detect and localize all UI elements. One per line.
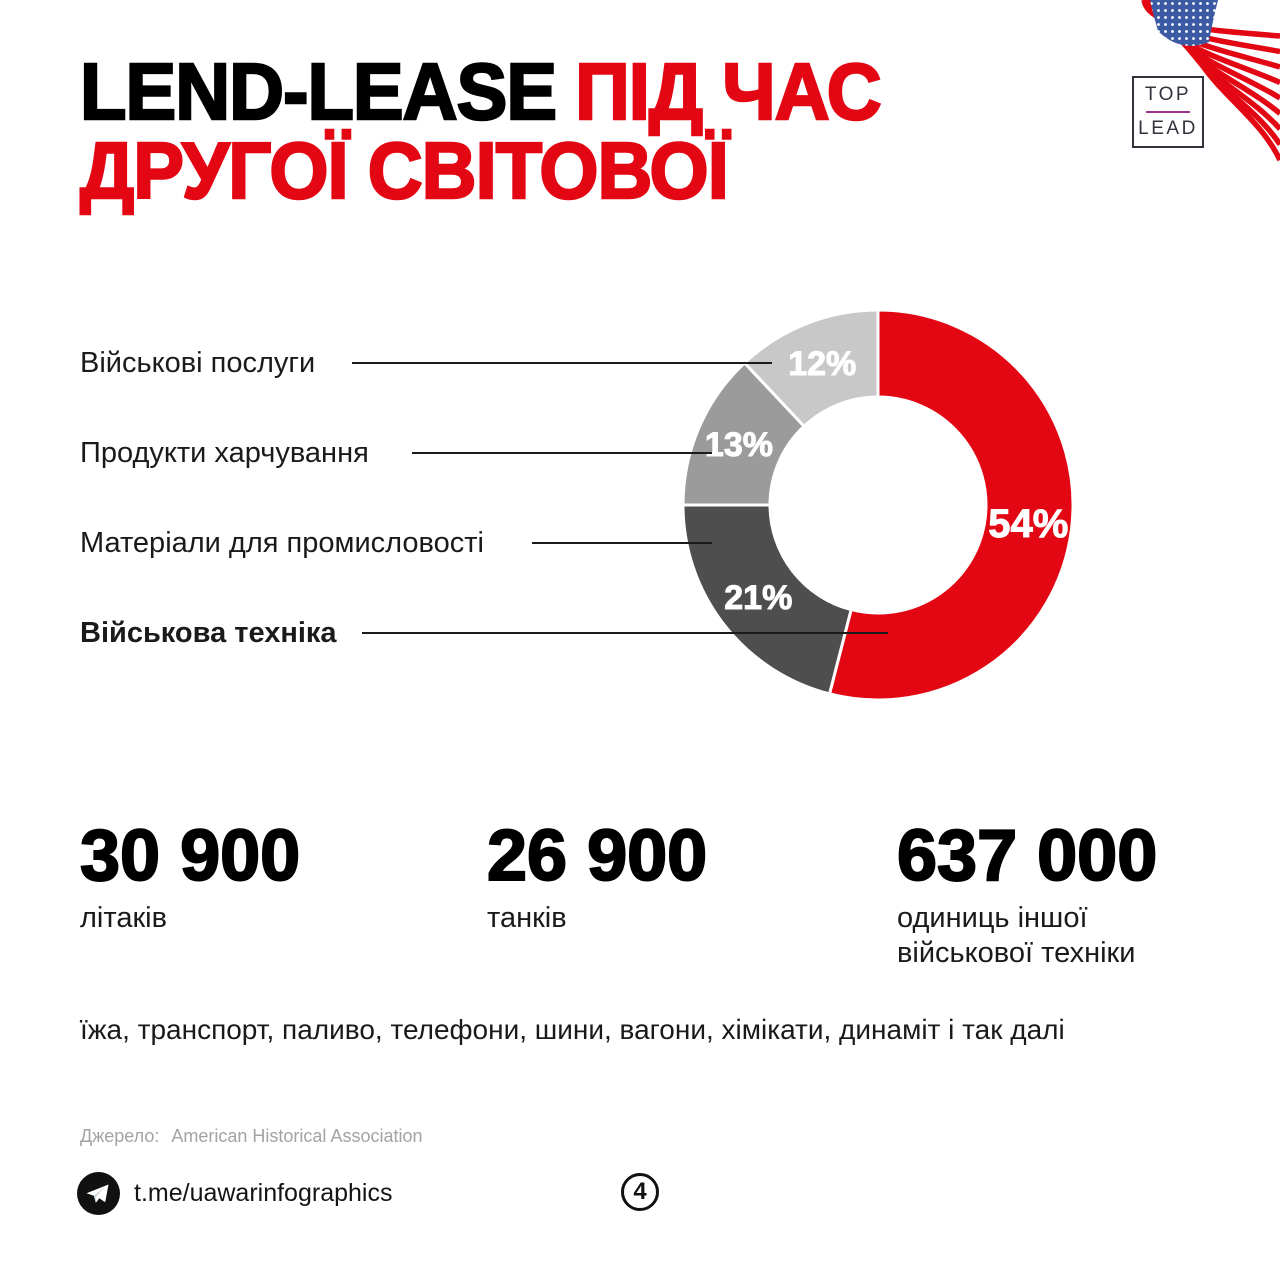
title-line2: ДРУГОЇ СВІТОВОЇ <box>80 126 728 215</box>
legend-item-military-equipment: Військова техніка <box>80 615 347 651</box>
stat-other-equipment-caption-line1: одиниць іншої <box>897 902 1088 934</box>
logo-lead-word: LEAD <box>1138 118 1198 139</box>
donut-value-label-21pct: 21% <box>724 578 793 617</box>
note-line: їжа, транспорт, паливо, телефони, шини, вагони, хімікати, динаміт і так далі <box>80 1014 1065 1045</box>
stat-tanks-caption: танків <box>487 902 567 934</box>
stat-tanks-value: 26 900 <box>487 816 708 896</box>
title-black-part: LEND-LEASE <box>80 47 557 136</box>
stat-other-equipment-value: 637 000 <box>897 816 1158 896</box>
stat-planes-caption: літаків <box>80 902 167 934</box>
telegram-icon <box>77 1172 120 1215</box>
source-label: Джерело: <box>80 1126 160 1146</box>
donut-value-label-12pct: 12% <box>788 345 857 384</box>
source-name: American Historical Association <box>171 1126 423 1146</box>
donut-value-label-13pct: 13% <box>704 425 773 464</box>
legend-item-military-services: Військові послуги <box>80 345 325 381</box>
telegram-link[interactable]: t.me/uawarinfographics <box>134 1179 393 1207</box>
legend-item-industry-materials: Матеріали для промисловості <box>80 525 494 561</box>
page-number-badge: 4 <box>621 1173 659 1211</box>
telegram-link-row[interactable] <box>77 1172 392 1215</box>
logo-top-word: TOP <box>1144 84 1192 105</box>
donut-value-label-54pct: 54% <box>988 501 1069 546</box>
stat-tanks <box>487 816 708 936</box>
stat-planes-value: 30 900 <box>80 816 301 896</box>
stat-other-equipment-caption <box>897 901 1157 971</box>
source-line <box>80 1126 423 1147</box>
stat-other-equipment-caption-line2: військової техніки <box>897 937 1136 969</box>
donut-segments <box>683 310 1073 700</box>
stat-other-equipment <box>897 816 1158 971</box>
title-red-part: ПІД ЧАС <box>575 47 881 136</box>
legend-item-food: Продукти харчування <box>80 435 379 471</box>
stat-planes <box>80 816 301 936</box>
